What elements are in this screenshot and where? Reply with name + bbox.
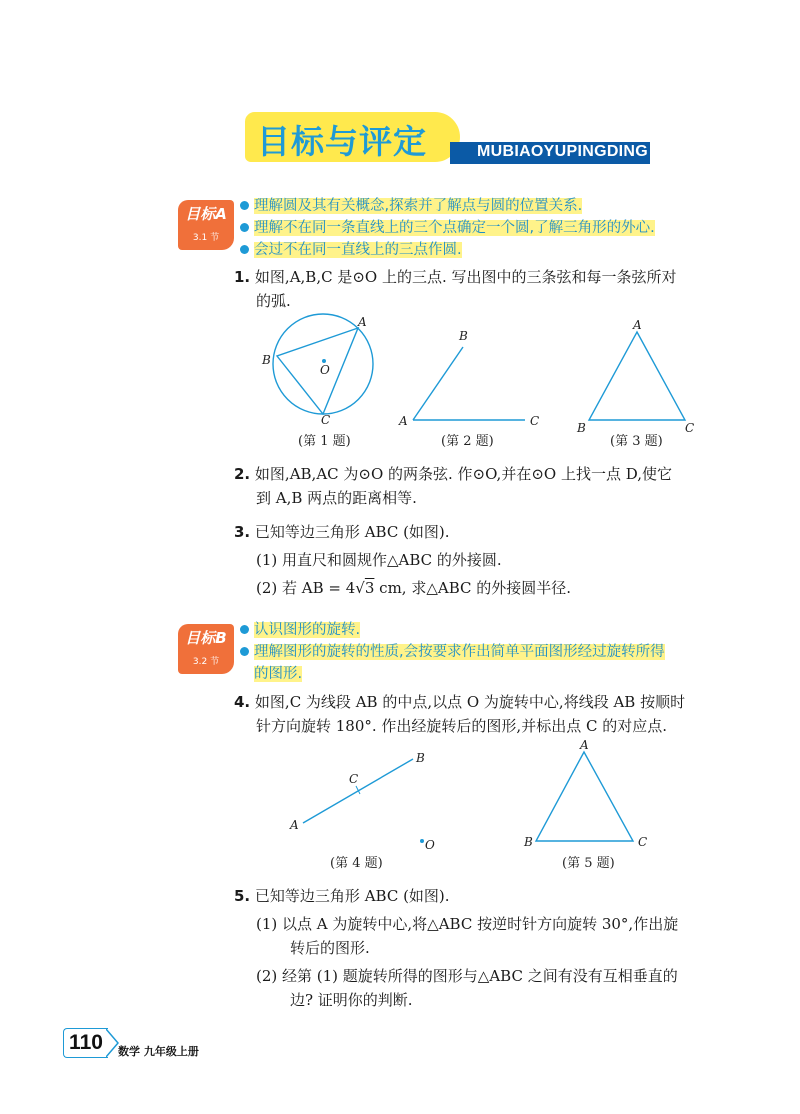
book-title: 数学 九年级上册 xyxy=(118,1045,199,1058)
figure-4-segment xyxy=(285,745,445,855)
page-number: 110 xyxy=(63,1028,108,1058)
figure-2-segments xyxy=(395,325,555,435)
banner-pinyin: MUBIAOYUPINGDING xyxy=(477,143,649,160)
label-c: C xyxy=(638,835,648,849)
radical-sign: √ xyxy=(355,579,365,597)
segment-ab xyxy=(413,347,463,420)
objective-tag-label: 目标B xyxy=(185,629,227,647)
label-c: C xyxy=(530,414,540,428)
figure-5-caption: (第 5 题) xyxy=(562,856,615,871)
objective-list-a xyxy=(240,195,655,261)
bullet-dot-icon xyxy=(240,625,249,634)
label-c: C xyxy=(349,772,359,786)
label-a: A xyxy=(633,318,642,332)
objective-item: 理解圆及其有关概念,探索并了解点与圆的位置关系. xyxy=(240,195,655,217)
objective-item: 认识图形的旋转. xyxy=(240,619,665,641)
question-4: 4. 如图,C 为线段 AB 的中点,以点 O 为旋转中心,将线段 AB 按顺时 针方向旋转 180°. 作出经旋转后的图形,并标出点 C 的对应点. xyxy=(234,693,686,735)
label-c: C xyxy=(321,413,331,427)
bullet-dot-icon xyxy=(240,201,249,210)
label-b: B xyxy=(524,835,533,849)
objective-item: 会过不在同一直线上的三点作圆. xyxy=(240,239,655,261)
objective-tag-a xyxy=(178,200,234,250)
figure-3-caption: (第 3 题) xyxy=(610,434,663,449)
objective-tag-label: 目标A xyxy=(185,205,227,223)
figure-4-caption: (第 4 题) xyxy=(330,856,383,871)
label-b: B xyxy=(577,421,586,435)
bullet-dot-icon xyxy=(240,223,249,232)
label-a: A xyxy=(580,738,589,752)
figure-1-circle xyxy=(250,308,390,428)
label-a: A xyxy=(399,414,408,428)
question-2: 2. 如图,AB,AC 为⊙O 的两条弦. 作⊙O,并在⊙O 上找一点 D,使它 到 A,B 两点的距离相等. xyxy=(234,465,672,507)
question-1: 1. 如图,A,B,C 是⊙O 上的三点. 写出图中的三条弦和每一条弦所对 的弧. xyxy=(234,268,677,310)
banner-title: 目标与评定 xyxy=(257,122,427,161)
label-b: B xyxy=(459,329,468,343)
bullet-dot-icon xyxy=(240,245,249,254)
label-c: C xyxy=(685,421,695,435)
question-5: 5. 已知等边三角形 ABC (如图). (1) 以点 A 为旋转中心,将△ABC 按逆时针方向旋转 30°,作出旋 转后的图形. (2) 经第 (1) 题旋转所得的图形与△ABC 之间有没有互相垂直的 边? 证明你的判断. xyxy=(234,887,679,1009)
objective-item: 理解不在同一条直线上的三个点确定一个圆,了解三角形的外心. xyxy=(240,217,655,239)
label-a: A xyxy=(358,315,367,329)
figure-3-triangle xyxy=(575,318,705,433)
question-3: 3. 已知等边三角形 ABC (如图). (1) 用直尺和圆规作△ABC 的外接圆. (2) 若 AB = 4√3 cm, 求△ABC 的外接圆半径. xyxy=(234,523,572,597)
label-o: O xyxy=(425,838,435,852)
figure-5-triangle xyxy=(520,738,660,853)
objective-list-b xyxy=(240,619,665,685)
section-banner xyxy=(245,112,663,164)
label-b: B xyxy=(262,353,271,367)
objective-tag-section: 3.1 节 xyxy=(192,233,220,243)
label-b: B xyxy=(416,751,425,765)
label-o: O xyxy=(320,363,330,377)
equilateral-triangle xyxy=(536,752,633,841)
figure-1-caption: (第 1 题) xyxy=(298,434,351,449)
figure-2-caption: (第 2 题) xyxy=(441,434,494,449)
objective-item: 理解图形的旋转的性质,会按要求作出简单平面图形经过旋转所得 xyxy=(240,641,665,663)
objective-item: 的图形. xyxy=(254,666,303,682)
objective-tag-section: 3.2 节 xyxy=(192,657,220,667)
point-o xyxy=(420,839,424,843)
label-a: A xyxy=(290,818,299,832)
objective-tag-b xyxy=(178,624,234,674)
bullet-dot-icon xyxy=(240,647,249,656)
equilateral-triangle xyxy=(589,332,685,420)
